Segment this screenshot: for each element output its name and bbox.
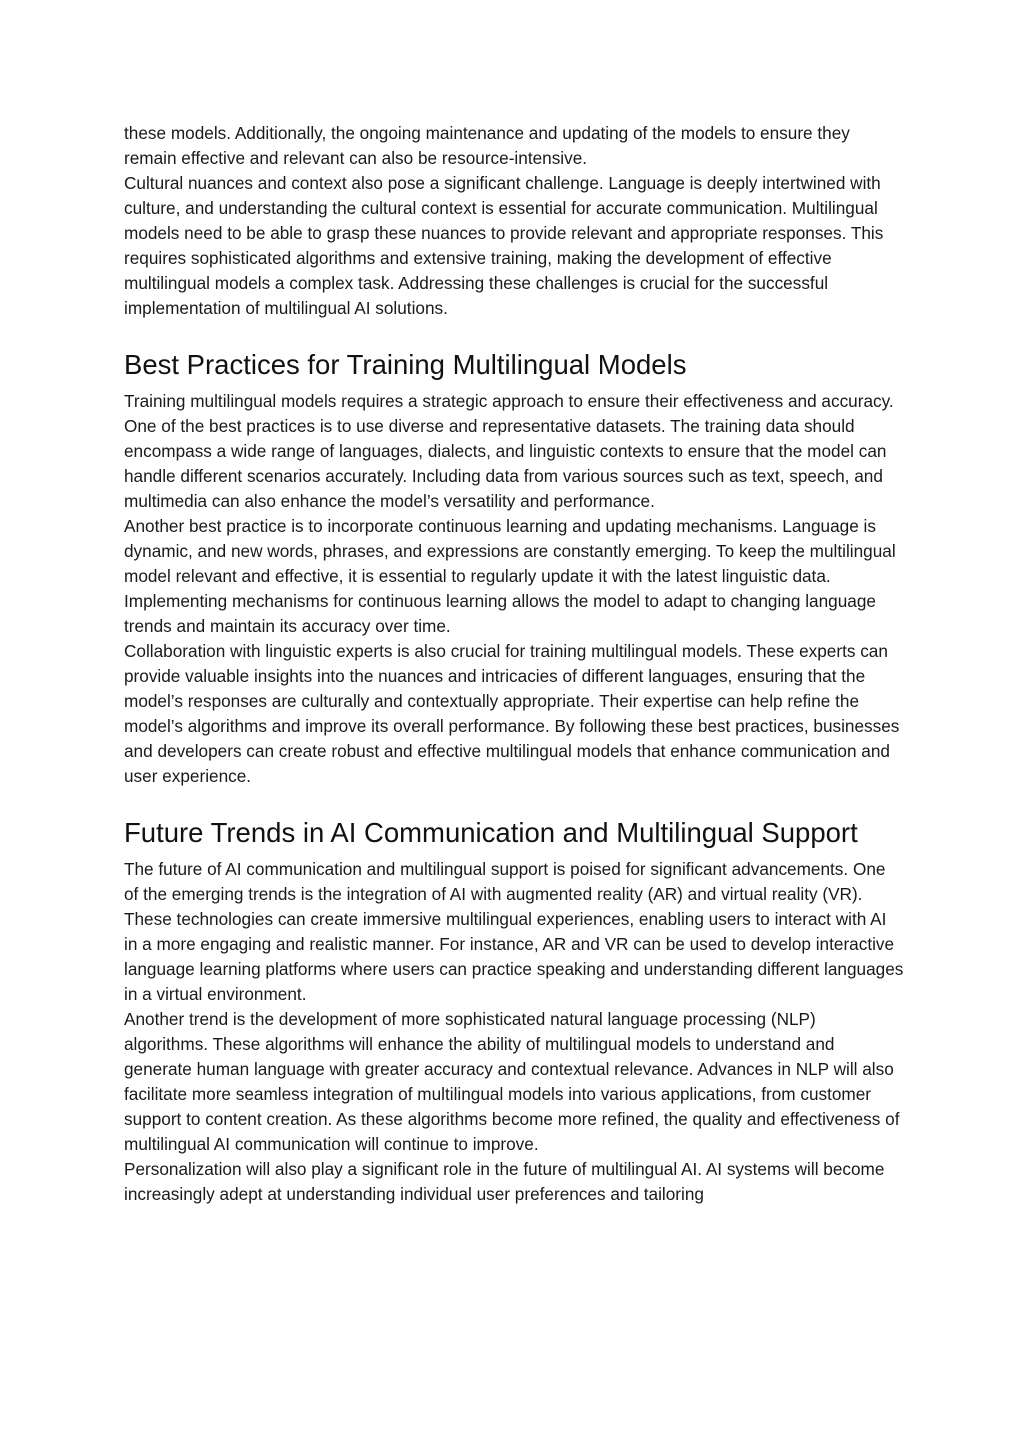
paragraph: Training multilingual models requires a strategic approach to ensure their effectiveness and accuracy. One of the best practices is to use diverse and representative datasets. The training data should encompass a wide range of languages, dialects, and linguistic contexts to ensure that the model can handle different scenarios accurately. Including data from various sources such as text, speech, and multimedia can also enhance the model’s versatility and performance. [124,391,894,511]
paragraph: these models. Additionally, the ongoing maintenance and updating of the models to ensure they remain effective and relevant can also be resource-intensive. [124,123,850,168]
section-heading: Best Practices for Training Multilingual Models [124,349,687,380]
paragraph: Another best practice is to incorporate continuous learning and updating mechanisms. Language is dynamic, and new words, phrases, and expressions are constantly emerging. To keep the multilingual model relevant and effective, it is essential to regularly update it with the latest linguistic data. Implementing mechanisms for continuous learning allows the model to adapt to changing language trends and maintain its accuracy over time. [124,516,896,636]
section-heading: Future Trends in AI Communication and Multilingual Support [124,817,858,848]
document-page [124,121,904,1207]
paragraph: Another trend is the development of more sophisticated natural language processing (NLP) algorithms. These algorithms will enhance the ability of multilingual models to understand and generate human language with greater accuracy and contextual relevance. Advances in NLP will also facilitate more seamless integration of multilingual models into various applications, from customer support to content creation. As these algorithms become more refined, the quality and effectiveness of multilingual AI communication will continue to improve. [124,1009,900,1154]
paragraph: Collaboration with linguistic experts is also crucial for training multilingual models. These experts can provide valuable insights into the nuances and intricacies of different languages, ensuring that the model’s responses are culturally and contextually appropriate. Their expertise can help refine the model’s algorithms and improve its overall performance. By following these best practices, businesses and developers can create robust and effective multilingual models that enhance communication and user experience. [124,641,900,786]
paragraph: The future of AI communication and multilingual support is poised for significant advancements. One of the emerging trends is the integration of AI with augmented reality (AR) and virtual reality (VR). These technologies can create immersive multilingual experiences, enabling users to interact with AI in a more engaging and realistic manner. For instance, AR and VR can be used to develop interactive language learning platforms where users can practice speaking and understanding different languages in a virtual environment. [124,859,904,1004]
paragraph: Personalization will also play a significant role in the future of multilingual AI. AI systems will become increasingly adept at understanding individual user preferences and tailoring [124,1159,885,1204]
paragraph: Cultural nuances and context also pose a significant challenge. Language is deeply intertwined with culture, and understanding the cultural context is essential for accurate communication. Multilingual models need to be able to grasp these nuances to provide relevant and appropriate responses. This requires sophisticated algorithms and extensive training, making the development of effective multilingual models a complex task. Addressing these challenges is crucial for the successful implementation of multilingual AI solutions. [124,173,884,318]
